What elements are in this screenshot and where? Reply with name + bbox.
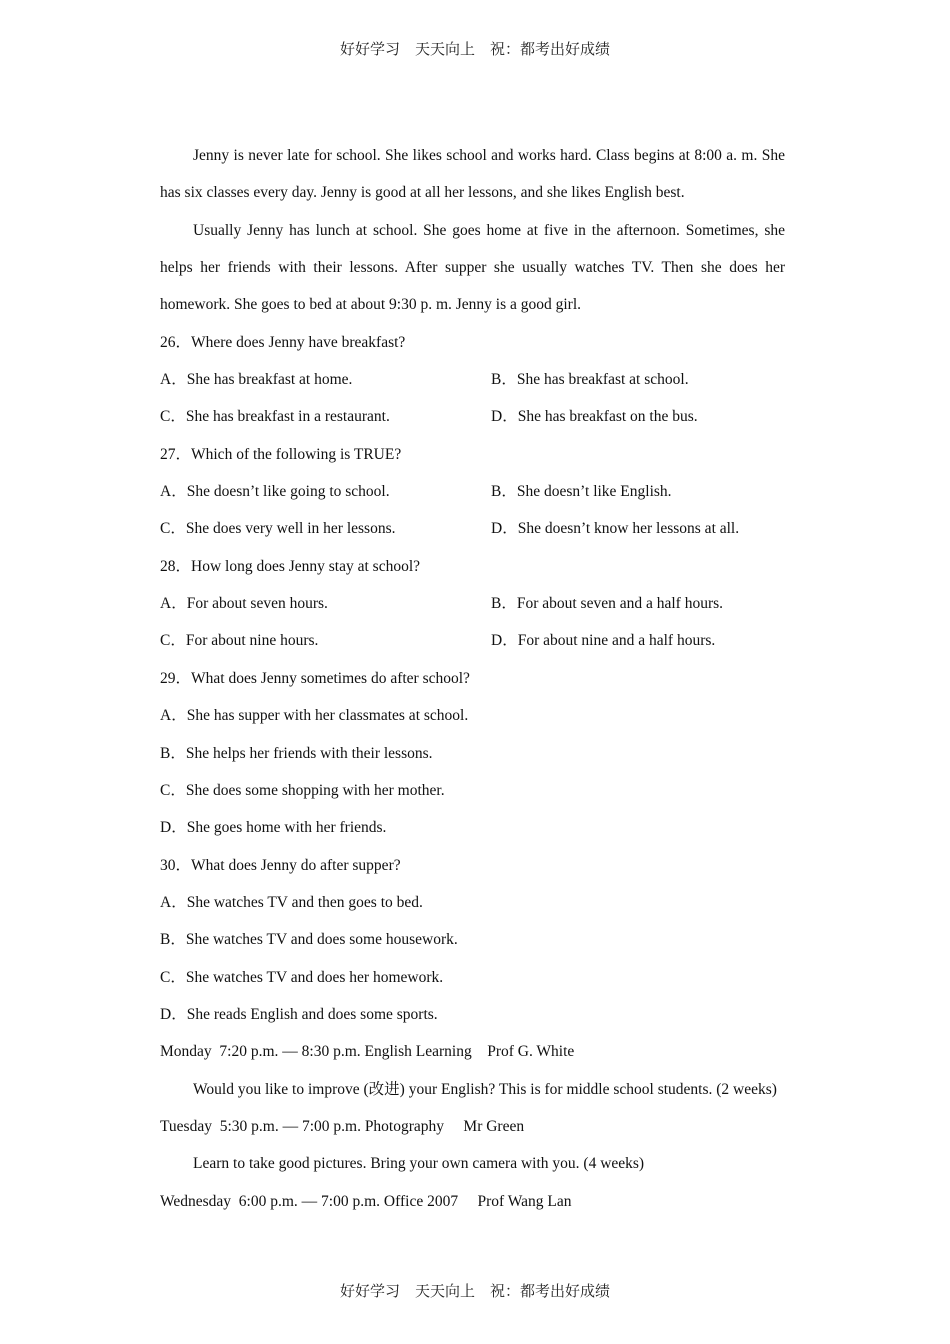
option-c: C．She does some shopping with her mother. — [160, 781, 445, 799]
option-a: A．She has supper with her classmates at school. — [160, 707, 469, 725]
option-a: A．For about seven hours. — [160, 595, 328, 613]
option-b: B．She watches TV and does some housework. — [160, 931, 458, 949]
option-d: D．She doesn’t know her lessons at all. — [491, 520, 740, 538]
option-a: A．She has breakfast at home. — [160, 371, 353, 389]
options-row — [160, 398, 785, 435]
question-stem: 26．Where does Jenny have breakfast? — [160, 333, 406, 351]
option-c: C．She watches TV and does her homework. — [160, 968, 444, 986]
schedule-title: Monday 7:20 p.m. — 8:30 p.m. English Learning Prof G. White — [160, 1043, 575, 1061]
option-b: B．For about seven and a half hours. — [491, 595, 724, 613]
options-row — [160, 473, 785, 510]
option-b: B．She doesn’t like English. — [491, 483, 672, 501]
question-stem: 28．How long does Jenny stay at school? — [160, 557, 421, 575]
schedule-title: Tuesday 5:30 p.m. — 7:00 p.m. Photography Mr Green — [160, 1117, 525, 1135]
question-stem: 30．What does Jenny do after supper? — [160, 856, 401, 874]
options-row — [160, 585, 785, 622]
option-d: D．For about nine and a half hours. — [491, 632, 716, 650]
option-d: D．She reads English and does some sports. — [160, 1005, 438, 1023]
option-a: A．She doesn’t like going to school. — [160, 483, 390, 501]
option-d: D．She goes home with her friends. — [160, 819, 387, 837]
option-c: C．She has breakfast in a restaurant. — [160, 408, 390, 426]
options-row — [160, 361, 785, 398]
page-content — [160, 137, 785, 1220]
page-footer: 好好学习 天天向上 祝：都考出好成绩 — [339, 1282, 610, 1300]
schedule-title: Wednesday 6:00 p.m. — 7:00 p.m. Office 2007 Prof Wang Lan — [160, 1192, 572, 1210]
passage-paragraph: Jenny is never late for school. She likes school and works hard. Class begins at 8:00 a. m. She has six classes every day. Jenny is good at all her lessons, and she likes English best. — [160, 147, 785, 202]
option-d: D．She has breakfast on the bus. — [491, 408, 698, 426]
page-header: 好好学习 天天向上 祝：都考出好成绩 — [339, 40, 610, 58]
option-c: C．For about nine hours. — [160, 632, 319, 650]
options-row — [160, 622, 785, 659]
option-c: C．She does very well in her lessons. — [160, 520, 396, 538]
option-b: B．She has breakfast at school. — [491, 371, 689, 389]
question-stem: 29．What does Jenny sometimes do after school? — [160, 669, 470, 687]
schedule-description: Learn to take good pictures. Bring your own camera with you. (4 weeks) — [193, 1155, 645, 1173]
question-stem: 27．Which of the following is TRUE? — [160, 445, 402, 463]
schedule-description: Would you like to improve (改进) your English? This is for middle school students. (2 weeks) — [193, 1080, 777, 1098]
passage-paragraph: Usually Jenny has lunch at school. She goes home at five in the afternoon. Sometimes, she helps her friends with their lessons. After supper she usually watches TV. Then she does her homework. She goes to bed at about 9:30 p. m. Jenny is a good girl. — [160, 221, 785, 314]
option-b: B．She helps her friends with their lessons. — [160, 744, 433, 762]
options-row — [160, 510, 785, 547]
option-a: A．She watches TV and then goes to bed. — [160, 893, 423, 911]
